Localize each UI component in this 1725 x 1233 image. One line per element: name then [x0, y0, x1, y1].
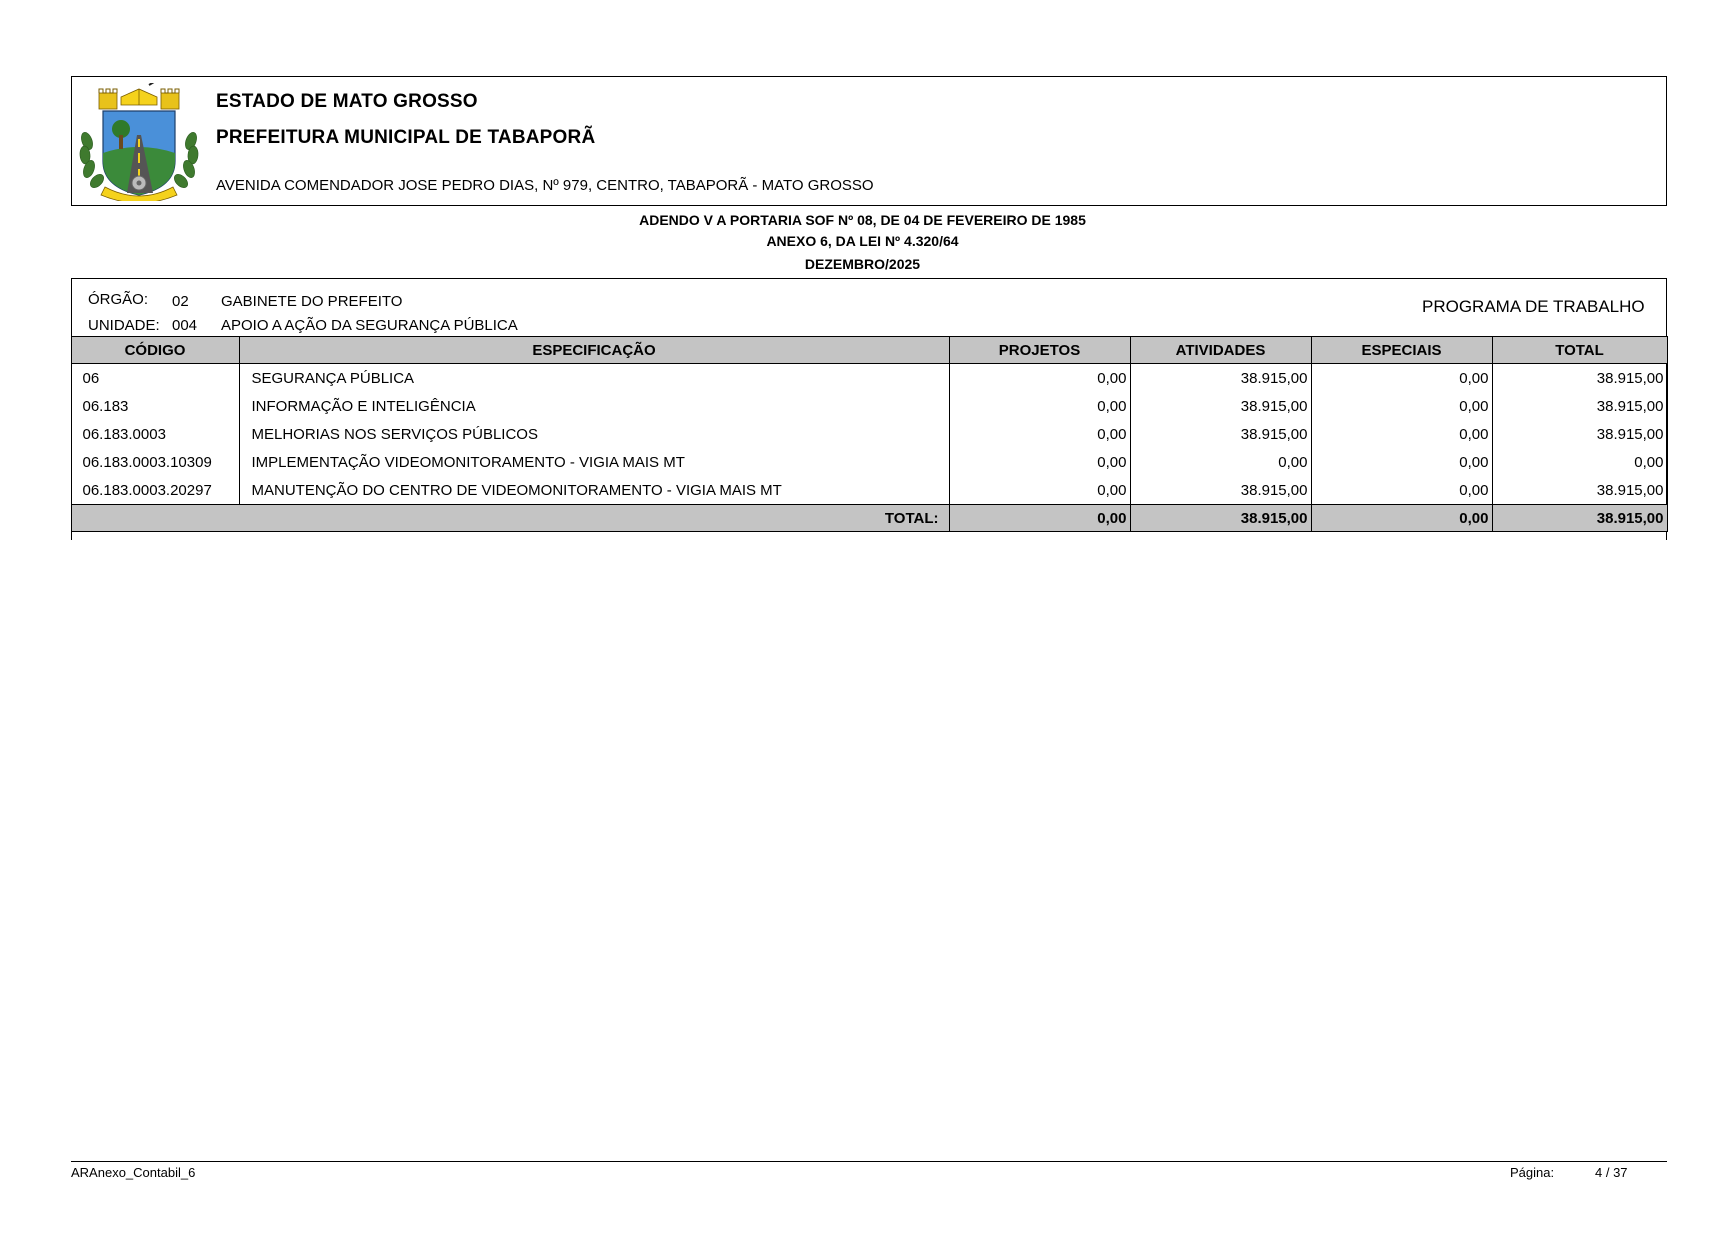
cell-atividades: 38.915,00 [1130, 392, 1311, 420]
prefeitura-name: PREFEITURA MUNICIPAL DE TABAPORÃ [216, 127, 596, 148]
page-label: Página: [1510, 1165, 1555, 1180]
cell-codigo: 06.183.0003.10309 [71, 448, 239, 476]
cell-especificacao: INFORMAÇÃO E INTELIGÊNCIA [239, 392, 949, 420]
report-period: DEZEMBRO/2025 [804, 256, 921, 272]
total-atividades: 38.915,00 [1130, 505, 1311, 532]
cell-projetos: 0,00 [949, 476, 1130, 505]
cell-especiais: 0,00 [1311, 420, 1492, 448]
programa-de-trabalho-label: PROGRAMA DE TRABALHO [1422, 297, 1645, 316]
document-header [71, 76, 1667, 206]
total-projetos: 0,00 [949, 505, 1130, 532]
cell-especiais: 0,00 [1311, 364, 1492, 393]
report-title-line-2: ANEXO 6, DA LEI Nº 4.320/64 [766, 233, 959, 249]
table-total-row [71, 505, 1667, 532]
table-row [71, 364, 1667, 393]
address: AVENIDA COMENDADOR JOSE PEDRO DIAS, Nº 979, CENTRO, TABAPORÃ - MATO GROSSO [216, 177, 874, 194]
footer-divider [71, 1161, 1667, 1162]
table-row [71, 476, 1667, 505]
cell-especiais: 0,00 [1311, 476, 1492, 505]
cell-especificacao: IMPLEMENTAÇÃO VIDEOMONITORAMENTO - VIGIA MAIS MT [239, 448, 949, 476]
cell-total: 38.915,00 [1492, 364, 1667, 393]
cell-total: 38.915,00 [1492, 476, 1667, 505]
orgao-label: ÓRGÃO: [88, 291, 149, 308]
report-name: ARAnexo_Contabil_6 [71, 1165, 196, 1180]
total-especiais: 0,00 [1311, 505, 1492, 532]
cell-especificacao: MELHORIAS NOS SERVIÇOS PÚBLICOS [239, 420, 949, 448]
cell-total: 38.915,00 [1492, 392, 1667, 420]
total-total: 38.915,00 [1492, 505, 1667, 532]
cell-codigo: 06.183.0003.20297 [71, 476, 239, 505]
cell-codigo: 06.183 [71, 392, 239, 420]
unidade-label: UNIDADE: [88, 317, 160, 334]
cell-especiais: 0,00 [1311, 448, 1492, 476]
column-header-codigo: CÓDIGO [71, 337, 239, 364]
cell-codigo: 06 [71, 364, 239, 393]
column-header-projetos: PROJETOS [949, 337, 1130, 364]
table-row [71, 392, 1667, 420]
cell-especiais: 0,00 [1311, 392, 1492, 420]
cell-total: 0,00 [1492, 448, 1667, 476]
cell-atividades: 38.915,00 [1130, 364, 1311, 393]
orgao-name: GABINETE DO PREFEITO [221, 293, 403, 310]
cell-projetos: 0,00 [949, 448, 1130, 476]
table-row [71, 448, 1667, 476]
cell-atividades: 38.915,00 [1130, 476, 1311, 505]
column-header-atividades: ATIVIDADES [1130, 337, 1311, 364]
cell-projetos: 0,00 [949, 364, 1130, 393]
cell-atividades: 38.915,00 [1130, 420, 1311, 448]
unidade-name: APOIO A AÇÃO DA SEGURANÇA PÚBLICA [221, 317, 518, 334]
table-header-row [71, 337, 1667, 364]
budget-block [71, 278, 1667, 540]
column-header-especiais: ESPECIAIS [1311, 337, 1492, 364]
page-number: 4 / 37 [1595, 1165, 1628, 1180]
cell-codigo: 06.183.0003 [71, 420, 239, 448]
total-label: TOTAL: [71, 505, 949, 532]
cell-total: 38.915,00 [1492, 420, 1667, 448]
report-title-line-1: ADENDO V A PORTARIA SOF Nº 08, DE 04 DE FEVEREIRO DE 1985 [639, 212, 1086, 228]
orgao-code: 02 [172, 293, 189, 310]
column-header-total: TOTAL [1492, 337, 1667, 364]
cell-especificacao: SEGURANÇA PÚBLICA [239, 364, 949, 393]
cell-projetos: 0,00 [949, 420, 1130, 448]
state-name: ESTADO DE MATO GROSSO [216, 91, 478, 112]
cell-especificacao: MANUTENÇÃO DO CENTRO DE VIDEOMONITORAMENTO - VIGIA MAIS MT [239, 476, 949, 505]
unidade-code: 004 [172, 317, 198, 334]
cell-projetos: 0,00 [949, 392, 1130, 420]
cell-atividades: 0,00 [1130, 448, 1311, 476]
column-header-especificacao: ESPECIFICAÇÃO [239, 337, 949, 364]
budget-table [71, 336, 1668, 532]
table-row [71, 420, 1667, 448]
municipal-coat-of-arms-logo [77, 83, 202, 201]
